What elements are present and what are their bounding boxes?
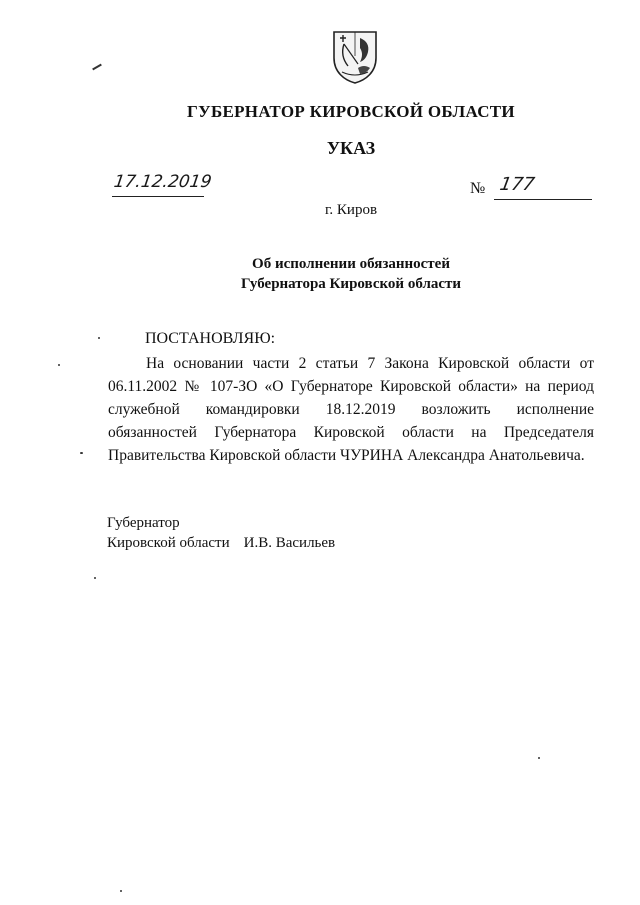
signer-name: И.В. Васильев	[243, 535, 336, 551]
signer-title-line-2: Кировской области	[107, 535, 230, 551]
signature-block	[107, 513, 335, 553]
signer-title-line-1: Губернатор	[107, 515, 180, 531]
issue-city: г. Киров	[324, 202, 378, 218]
document-date: 17.12.2019	[112, 172, 213, 192]
document-subject	[0, 254, 640, 294]
subject-line-1: Об исполнении обязанностей	[252, 256, 450, 272]
signer-row	[107, 533, 335, 553]
scan-speck	[98, 337, 100, 339]
document-number: 177	[498, 174, 537, 195]
scan-speck	[538, 757, 540, 759]
subject-line-2: Губернатора Кировской области	[240, 276, 462, 292]
decree-word: ПОСТАНОВЛЯЮ:	[145, 330, 276, 347]
body-paragraph: На основании части 2 статьи 7 Закона Кировской области от 06.11.2002 № 107-ЗО «О Губернаторе Кировской области» на период служебной командировки 18.12.2019 возложить исполнение обязанностей Губернатора Кировской области на Председателя Правительства Кировской области ЧУРИНА Александра Анатольевича.	[108, 355, 594, 464]
scan-speck	[80, 452, 83, 454]
scan-speck	[58, 364, 60, 366]
scan-speck	[120, 890, 122, 892]
coat-of-arms-icon	[330, 28, 380, 84]
document-type: УКАЗ	[326, 138, 376, 158]
number-sign: №	[470, 180, 486, 197]
scan-speck	[94, 577, 96, 579]
scan-artifact	[92, 64, 102, 71]
issuing-authority: ГУБЕРНАТОР КИРОВСКОЙ ОБЛАСТИ	[187, 102, 515, 121]
